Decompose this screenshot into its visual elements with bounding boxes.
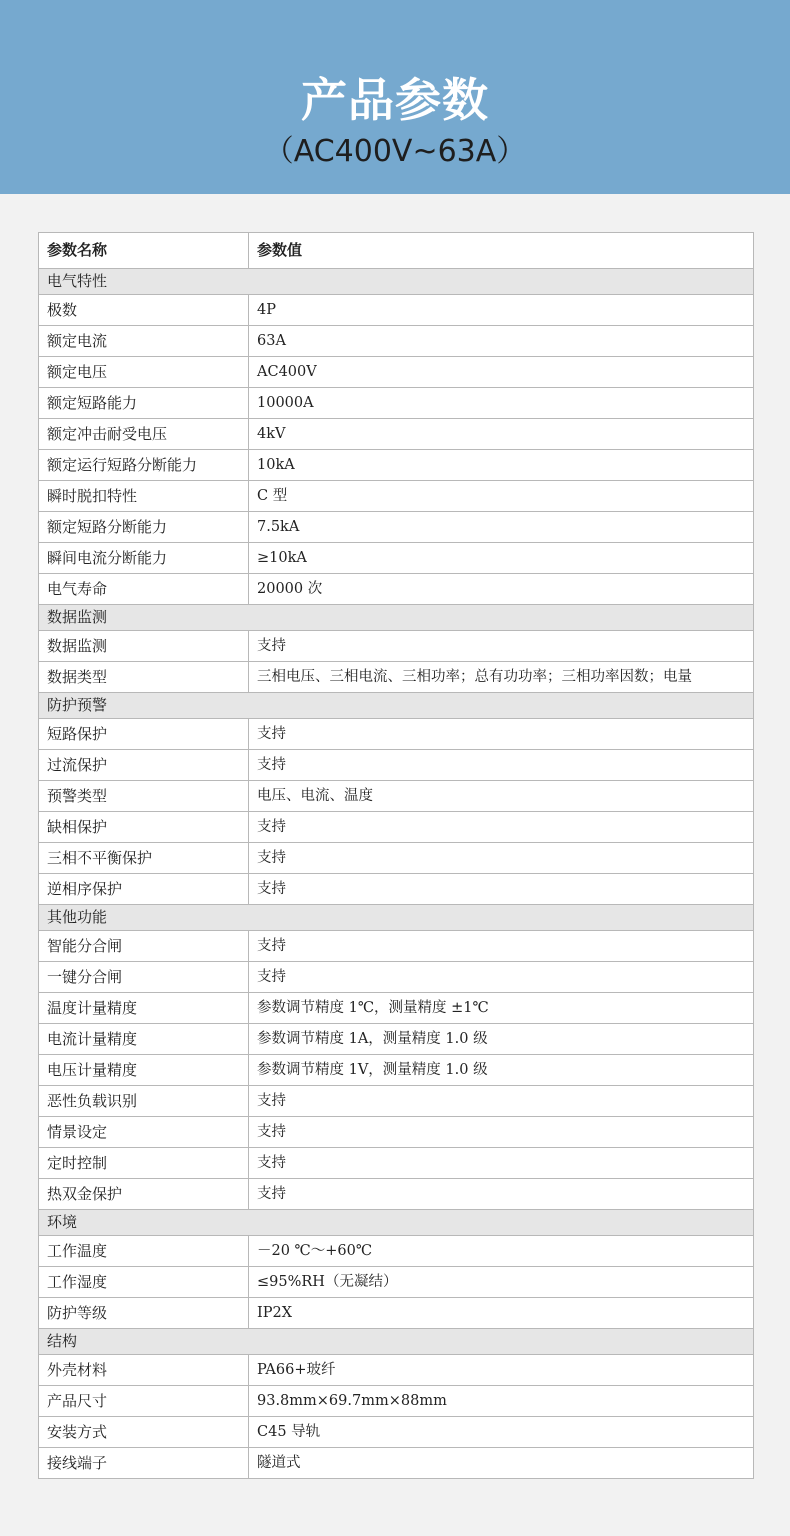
param-name-cell: 工作温度 [39,1236,249,1267]
column-header-value: 参数值 [249,233,754,269]
param-value-cell: ≤95%RH（无凝结） [249,1267,754,1298]
param-name-cell: 定时控制 [39,1148,249,1179]
param-value-cell: 支持 [249,750,754,781]
param-value-cell: 支持 [249,812,754,843]
param-name-cell: 瞬间电流分断能力 [39,543,249,574]
section-title: 结构 [39,1329,754,1355]
param-value-cell: 隧道式 [249,1448,754,1479]
param-name-cell: 数据监测 [39,631,249,662]
param-name-cell: 电气寿命 [39,574,249,605]
table-header-row [39,233,754,269]
column-header-name: 参数名称 [39,233,249,269]
param-name-cell: 电压计量精度 [39,1055,249,1086]
table-row [39,1448,754,1479]
param-name-cell: 恶性负载识别 [39,1086,249,1117]
param-value-cell: 93.8mm×69.7mm×88mm [249,1386,754,1417]
param-name-cell: 三相不平衡保护 [39,843,249,874]
param-name-cell: 情景设定 [39,1117,249,1148]
param-value-cell: AC400V [249,357,754,388]
param-value-cell: 63A [249,326,754,357]
param-name-cell: 过流保护 [39,750,249,781]
table-row [39,574,754,605]
param-name-cell: 安装方式 [39,1417,249,1448]
param-name-cell: 短路保护 [39,719,249,750]
table-row [39,543,754,574]
table-row [39,1298,754,1329]
param-name-cell: 缺相保护 [39,812,249,843]
table-row [39,1086,754,1117]
param-value-cell: 支持 [249,931,754,962]
param-value-cell: ≥10kA [249,543,754,574]
table-row [39,812,754,843]
table-row [39,1179,754,1210]
section-title: 电气特性 [39,269,754,295]
param-value-cell: 电压、电流、温度 [249,781,754,812]
table-row [39,1148,754,1179]
param-name-cell: 逆相序保护 [39,874,249,905]
table-row [39,781,754,812]
table-row [39,631,754,662]
param-value-cell: 7.5kA [249,512,754,543]
param-name-cell: 额定运行短路分断能力 [39,450,249,481]
param-value-cell: 支持 [249,631,754,662]
param-value-cell: 支持 [249,1086,754,1117]
table-row [39,719,754,750]
param-value-cell: 三相电压、三相电流、三相功率；总有功功率；三相功率因数；电量 [249,662,754,693]
param-value-cell: 4P [249,295,754,326]
param-name-cell: 额定短路分断能力 [39,512,249,543]
section-row [39,693,754,719]
section-row [39,269,754,295]
table-row [39,357,754,388]
param-value-cell: C45 导轨 [249,1417,754,1448]
section-row [39,905,754,931]
param-name-cell: 热双金保护 [39,1179,249,1210]
param-name-cell: 额定冲击耐受电压 [39,419,249,450]
param-value-cell: PA66+玻纤 [249,1355,754,1386]
table-row [39,1355,754,1386]
table-row [39,1417,754,1448]
param-name-cell: 额定短路能力 [39,388,249,419]
table-row [39,419,754,450]
param-value-cell: 10000A [249,388,754,419]
spec-table [38,232,754,1479]
table-row [39,450,754,481]
page-subtitle: （AC400V~63A） [263,134,527,169]
section-row [39,605,754,631]
param-name-cell: 防护等级 [39,1298,249,1329]
table-row [39,962,754,993]
param-value-cell: C 型 [249,481,754,512]
table-row [39,931,754,962]
param-value-cell: 支持 [249,1117,754,1148]
param-value-cell: 20000 次 [249,574,754,605]
table-row [39,993,754,1024]
table-row [39,1055,754,1086]
param-value-cell: 参数调节精度 1V，测量精度 1.0 级 [249,1055,754,1086]
param-name-cell: 电流计量精度 [39,1024,249,1055]
table-row [39,1117,754,1148]
param-value-cell: 参数调节精度 1A，测量精度 1.0 级 [249,1024,754,1055]
section-title: 数据监测 [39,605,754,631]
param-value-cell: －20 ℃～+60℃ [249,1236,754,1267]
param-name-cell: 额定电流 [39,326,249,357]
param-value-cell: 支持 [249,843,754,874]
param-value-cell: 支持 [249,719,754,750]
section-title: 防护预警 [39,693,754,719]
spec-table-container [38,232,753,1479]
param-name-cell: 瞬时脱扣特性 [39,481,249,512]
param-name-cell: 智能分合闸 [39,931,249,962]
param-name-cell: 一键分合闸 [39,962,249,993]
param-value-cell: 支持 [249,874,754,905]
table-row [39,388,754,419]
table-row [39,750,754,781]
table-row [39,295,754,326]
param-name-cell: 数据类型 [39,662,249,693]
table-row [39,512,754,543]
param-name-cell: 外壳材料 [39,1355,249,1386]
table-row [39,662,754,693]
section-row [39,1329,754,1355]
param-value-cell: 参数调节精度 1℃，测量精度 ±1℃ [249,993,754,1024]
param-name-cell: 产品尺寸 [39,1386,249,1417]
table-row [39,326,754,357]
param-value-cell: IP2X [249,1298,754,1329]
param-value-cell: 10kA [249,450,754,481]
section-title: 其他功能 [39,905,754,931]
param-name-cell: 预警类型 [39,781,249,812]
param-value-cell: 支持 [249,1179,754,1210]
table-row [39,1386,754,1417]
table-row [39,1267,754,1298]
section-title: 环境 [39,1210,754,1236]
param-name-cell: 温度计量精度 [39,993,249,1024]
page-header [0,0,790,194]
table-row [39,1024,754,1055]
param-value-cell: 支持 [249,962,754,993]
table-row [39,1236,754,1267]
param-name-cell: 额定电压 [39,357,249,388]
table-row [39,874,754,905]
table-row [39,481,754,512]
section-row [39,1210,754,1236]
param-name-cell: 极数 [39,295,249,326]
param-value-cell: 4kV [249,419,754,450]
param-name-cell: 接线端子 [39,1448,249,1479]
page-title: 产品参数 [301,73,489,127]
param-name-cell: 工作湿度 [39,1267,249,1298]
table-row [39,843,754,874]
param-value-cell: 支持 [249,1148,754,1179]
